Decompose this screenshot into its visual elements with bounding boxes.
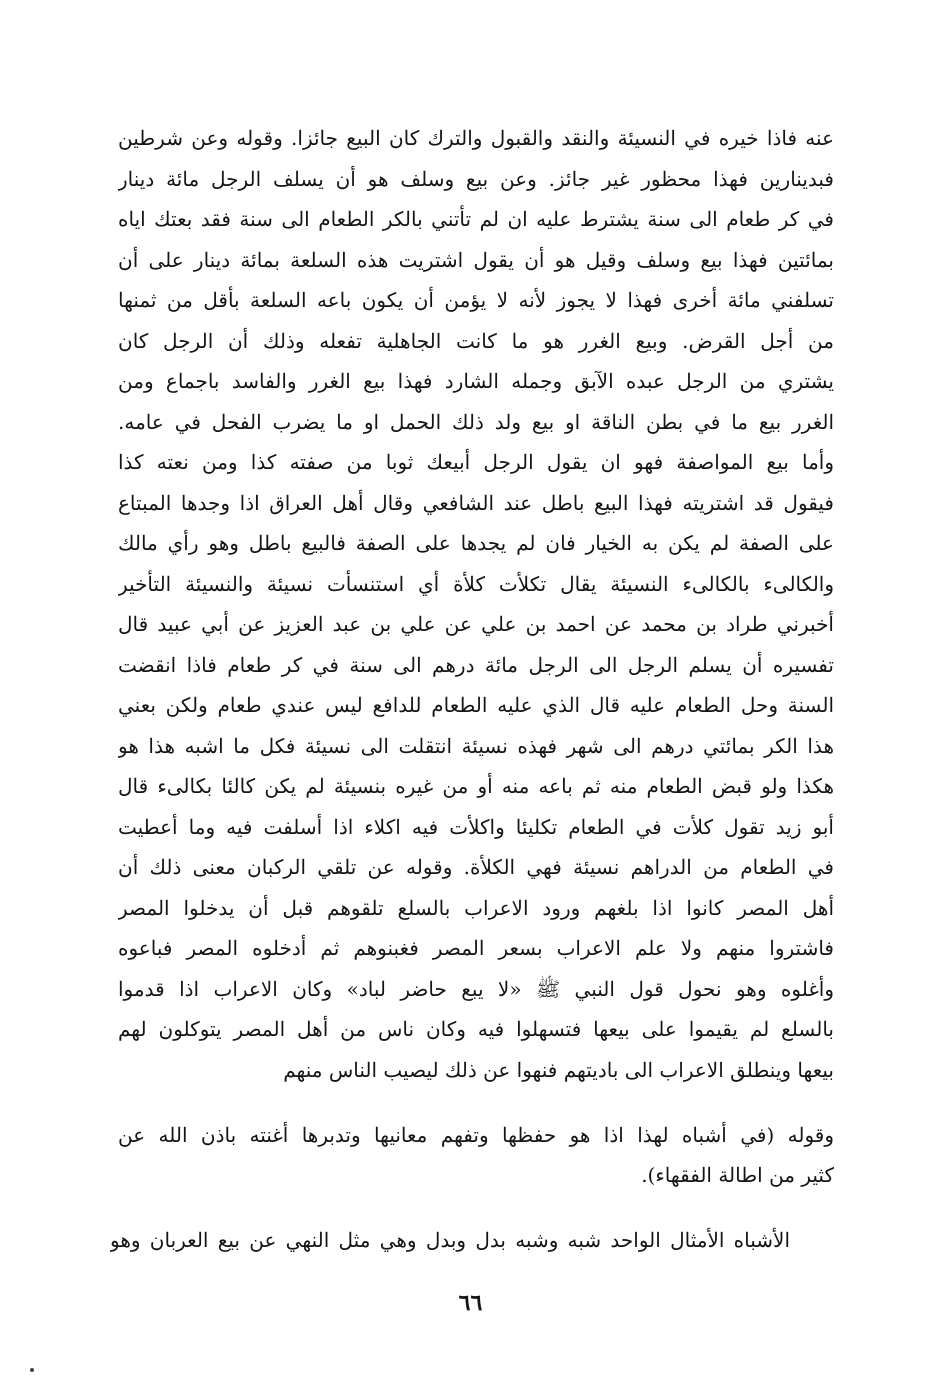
text-line: كثير من اطالة الفقهاء). [641, 1163, 834, 1187]
text-line: أهل المصر كانوا اذا بلغهم ورود الاعراب بالسلع تلقوهم قبل أن يدخلوا المصر [118, 895, 834, 920]
text-line: والكالىء بالكالىء النسيئة يقال تكلأت كلأة أي استنسأت نسيئة والنسيئة التأخير [118, 571, 834, 596]
text-line: أبو زيد تقول كلأت في الطعام تكليئا واكلأت فيه اكلاء اذا أسلفت فيه وما أعطيت [118, 814, 834, 839]
main-paragraph [118, 118, 834, 1090]
text-line: فاشتروا منهم ولا علم الاعراب بسعر المصر فغبنوهم ثم أدخلوه المصر فباعوه [118, 936, 834, 960]
text-line: تسلفني مائة أخرى فهذا لا يجوز لأنه لا يؤمن أن يكون باعه السلعة بأقل من ثمنها [118, 288, 834, 312]
text-line: وقوله (في أشباه لهذا اذا هو حفظها وتفهم معانيها وتدبرها أغنته باذن الله عن [118, 1123, 834, 1147]
quoted-paragraph [118, 1115, 834, 1195]
text-line: أخبرني طراد بن محمد عن احمد بن علي عن علي بن عبد العزيز عن أبي عبيد قال [118, 612, 834, 636]
text-line: من أجل القرض. وبيع الغرر هو ما كانت الجاهلية تفعله وذلك أن الرجل كان [118, 328, 834, 353]
text-line: عنه فاذا خيره في النسيئة والنقد والقبول والترك كان البيع جائزا. وقوله وعن شرطين [118, 126, 834, 150]
text-line: هكذا ولو قبض الطعام منه ثم باعه منه أو من غيره بنسيئة لم يكن كالئا بكالىء قال [118, 774, 834, 798]
text-line: على الصفة لم يكن به الخيار فان لم يجدها على الصفة فالبيع باطل وهو رأي مالك [118, 531, 834, 555]
scan-speck [30, 1368, 34, 1372]
page-number: ٦٦ [458, 1290, 483, 1316]
text-line: بيعها وينطلق الاعراب الى باديتهم فنهوا عن ذلك ليصيب الناس منهم [283, 1057, 834, 1082]
text-line: الأشباه الأمثال الواحد شبه وشبه بدل وبدل وهي مثل النهي عن بيع العربان وهو [110, 1228, 790, 1252]
text-line: وأغلوه وهو نحول قول النبي ﷺ «لا يبع حاضر لباد» وكان الاعراب اذا قدموا [118, 976, 834, 1001]
text-line: بالسلع لم يقيموا على بيعها فتسهلوا فيه وكان ناس من أهل المصر يتوكلون لهم [118, 1017, 834, 1041]
text-line: بمائتين فهذا بيع وسلف وقيل هو أن يقول اشتريت هذه السلعة بمائة دينار على أن [118, 247, 834, 272]
text-line: الغرر بيع ما في بطن الناقة او بيع ولد ذلك الحمل او ما يضرب الفحل في عامه. [118, 409, 834, 434]
text-line: وأما بيع المواصفة فهو ان يقول الرجل أبيعك ثوبا من صفته كذا ومن نعته كذا [118, 450, 834, 474]
text-line: في الطعام من الدراهم نسيئة فهي الكلأة. وقوله عن تلقي الركبان معنى ذلك أن [118, 855, 834, 879]
text-line: السنة وحل الطعام عليه قال الذي عليه الطعام للدافع ليس عندي طعام ولكن بعني [118, 693, 834, 717]
text-line: في كر طعام الى سنة يشترط عليه ان لم تأتني بالكر الطعام الى سنة فقد بعتك اياه [118, 207, 834, 231]
text-line: فيقول قد اشتريته فهذا البيع باطل عند الشافعي وقال أهل العراق اذا وجدها المبتاع [118, 490, 834, 515]
text-line: فبدينارين فهذا محظور غير جائز. وعن بيع وسلف هو أن يسلف الرجل مائة دينار [118, 166, 834, 191]
text-line: تفسيره أن يسلم الرجل الى الرجل مائة درهم الى سنة في كر طعام فاذا انقضت [118, 652, 834, 677]
text-line: يشتري من الرجل عبده الآبق وجمله الشارد فهذا بيع الغرر والفاسد باجماع ومن [118, 369, 834, 393]
explanation-paragraph [110, 1220, 790, 1260]
text-line: هذا الكر بمائتي درهم الى شهر فهذه نسيئة انتقلت الى نسيئة فكل ما اشبه هذا هو [118, 733, 834, 758]
